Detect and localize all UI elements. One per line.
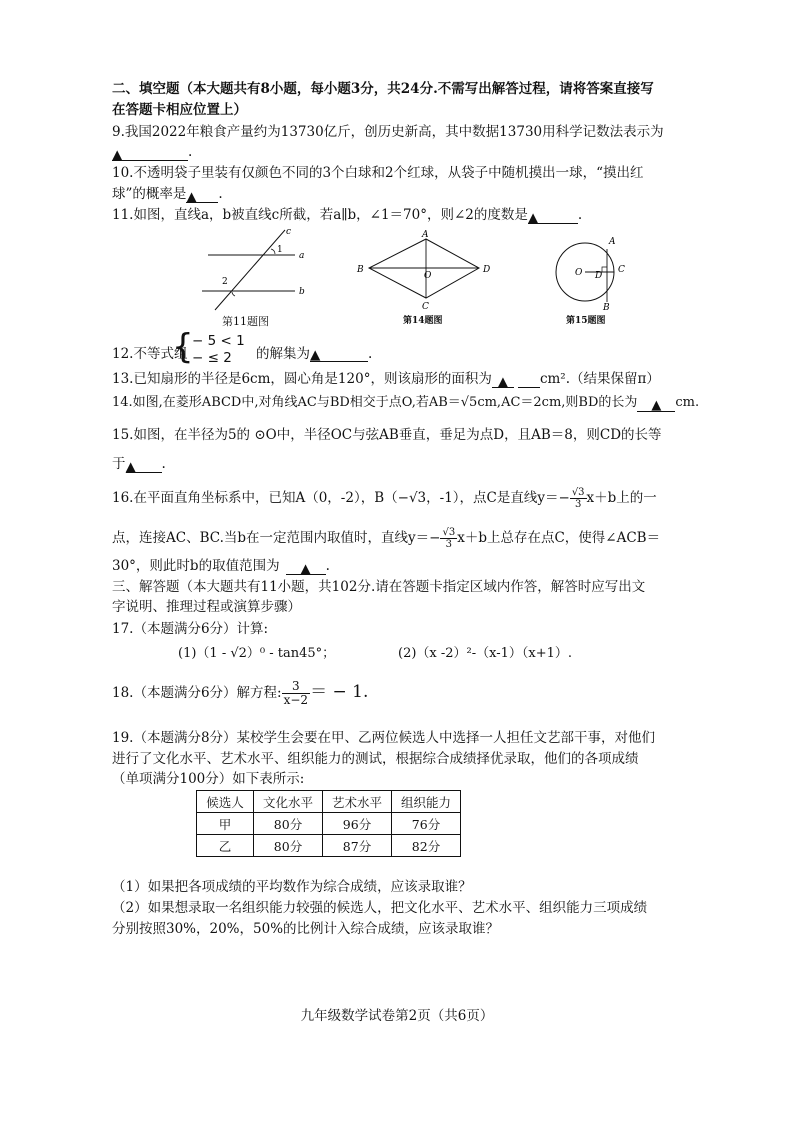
q12-row2: − ≤ 2	[192, 350, 232, 366]
q9-end: .	[188, 144, 193, 160]
frac-num: √3	[442, 527, 456, 538]
table-header: 艺术水平	[323, 791, 392, 813]
figure-11-caption: 第11题图	[222, 315, 269, 328]
section3-heading-cont: 字说明、推理过程或演算步骤）	[112, 599, 301, 615]
q16-line2	[112, 527, 660, 550]
q14-question: 14.如图,在菱形ABCD中,对角线AC与BD相交于点O,若AB＝√5cm,AC＝2cm,则BD的长为	[112, 395, 638, 410]
q12-tail	[256, 342, 372, 362]
q15-text-cont	[112, 455, 166, 473]
rhombus	[369, 239, 479, 298]
q18-title: 18.（本题满分6分）解方程:	[112, 685, 282, 701]
q19-text: 19.（本题满分8分）某校学生会要在甲、乙两位候选人中选择一人担任文艺部干事，对他们	[112, 730, 656, 746]
table-cell: 82分	[392, 835, 461, 857]
table-cell: 80分	[254, 835, 323, 857]
q16-l1b: x＋b上的一	[586, 490, 657, 506]
frac-num: √3	[571, 487, 585, 498]
right-angle-mark	[602, 267, 607, 272]
q19-text-cont2: （单项满分100分）如下表所示:	[112, 771, 305, 787]
q10-text: 10.不透明袋子里装有仅颜色不同的3个白球和2个红球，从袋子中随机摸出一球，“摸出红	[112, 165, 644, 181]
figure-14	[355, 228, 495, 314]
q9-text: 9.我国2022年粮食产量约为13730亿斤，创历史新高，其中数据13730用科学记数法表示为	[112, 124, 664, 140]
frac-den: 3	[445, 539, 453, 550]
table-cell: 76分	[392, 813, 461, 835]
table-cell: 96分	[323, 813, 392, 835]
q19-sub2-cont: 分别按照30%，20%，50%的比例计入综合成绩，应该录取谁？	[112, 921, 500, 937]
label-O: O	[424, 271, 432, 281]
q19-text-cont: 进行了文化水平、艺术水平、组织能力的测试，根据综合成绩择优录取，他们的各项成绩	[112, 751, 639, 767]
label-D: D	[483, 265, 491, 275]
q16-line1	[112, 487, 657, 510]
figure-15	[545, 226, 635, 316]
q13-tail: cm².（结果保留π）	[539, 371, 660, 387]
q17-title: 17.（本题满分6分）计算:	[112, 621, 269, 637]
answer-mark: ▲	[186, 189, 197, 205]
frac-num: 3	[282, 680, 310, 694]
table-cell: 乙	[197, 835, 254, 857]
page-footer: 九年级数学试卷第2页（共6页）	[300, 1008, 494, 1024]
table-header: 组织能力	[392, 791, 461, 813]
q11-end: .	[577, 207, 583, 223]
q10-end: .	[218, 186, 223, 202]
q19-sub2: （2）如果想录取一名组织能力较强的候选人，把文化水平、艺术水平、组织能力三项成绩	[112, 900, 648, 916]
q15-line2: 于	[112, 456, 126, 472]
answer-mark: ▲	[497, 374, 509, 390]
label-angle-2: 2	[222, 277, 228, 287]
label-angle-1: 1	[277, 245, 283, 255]
q17-part1: (1)（1 - √2）⁰ - tan45°；	[178, 646, 336, 661]
fraction	[282, 680, 310, 707]
answer-mark: ▲	[125, 459, 136, 475]
label-O: O	[575, 268, 583, 278]
answer-mark: ▲	[300, 561, 311, 577]
q13-text	[112, 370, 660, 388]
line-c	[215, 230, 285, 310]
q18-rhs: ＝ − 1.	[310, 682, 369, 702]
label-A: A	[422, 230, 429, 240]
fraction	[440, 527, 457, 550]
q12-suffix: 的解集为	[256, 346, 310, 362]
q10-text-cont	[112, 185, 223, 203]
frac-den: x−2	[283, 693, 309, 707]
q16-l2b: x＋b上总存在点C，使得∠ACB＝	[457, 530, 661, 546]
q14-tail: cm.	[675, 395, 700, 410]
q19-sub1: （1）如果把各项成绩的平均数作为综合成绩，应该录取谁？	[112, 879, 472, 895]
table-header-row	[197, 791, 461, 813]
q13-question: 13.已知扇形的半径是6cm，圆心角是120°，则该扇形的面积为	[112, 371, 492, 387]
q12-row1: − 5 < 1	[192, 333, 245, 349]
fraction	[570, 487, 587, 510]
table-header: 候选人	[197, 791, 254, 813]
angle-2-arc	[232, 292, 235, 296]
angle-1-arc	[271, 249, 275, 254]
table-row	[197, 813, 461, 835]
label-A: A	[609, 237, 616, 247]
label-B: B	[603, 303, 610, 313]
table-cell: 87分	[323, 835, 392, 857]
section2-heading-cont: 在答题卡相应位置上）	[112, 102, 247, 118]
label-B: B	[357, 265, 364, 275]
brace-icon: {	[172, 327, 194, 367]
table-header: 文化水平	[254, 791, 323, 813]
section2-heading: 二、填空题（本大题共有8小题，每小题3分，共24分.不需写出解答过程，请将答案直接写	[112, 81, 654, 97]
q10-line2: 球”的概率是	[112, 186, 187, 202]
label-c: c	[286, 227, 292, 237]
answer-mark: ▲	[112, 147, 123, 163]
q12-prefix: 12.不等式组	[112, 346, 188, 362]
table-cell: 80分	[254, 813, 323, 835]
q12-end: .	[368, 346, 373, 362]
label-b: b	[299, 287, 305, 297]
figure-11	[200, 226, 312, 314]
answer-mark: ▲	[527, 210, 539, 226]
q17-part2: (2)（x -2）²-（x-1）（x+1）.	[398, 646, 573, 661]
label-a: a	[299, 251, 305, 261]
q16-line3	[112, 557, 330, 575]
frac-den: 3	[574, 499, 582, 510]
q11-question: 11.如图，直线a，b被直线c所截，若a∥b，∠1＝70°，则∠2的度数是	[112, 207, 528, 223]
q16-l3: 30°，则此时b的取值范围为	[112, 558, 280, 574]
q15-end: .	[161, 456, 166, 472]
figure-15-caption: 第15题图	[566, 316, 606, 326]
q15-text: 15.如图，在半径为5的 ⊙O中，半径OC与弦AB垂直，垂足为点D，且AB＝8，则CD的长等	[112, 427, 662, 443]
q14-text	[112, 394, 699, 412]
answer-mark: ▲	[310, 347, 321, 363]
q16-end: .	[325, 558, 330, 574]
q11-text	[112, 206, 582, 224]
table-row	[197, 835, 461, 857]
label-C: C	[618, 265, 625, 275]
score-table	[196, 790, 461, 857]
figure-14-caption: 第14题图	[403, 316, 443, 326]
q9-answer	[112, 143, 192, 161]
label-C: C	[422, 302, 429, 312]
section3-heading: 三、解答题（本大题共有11小题，共102分.请在答题卡指定区域内作答，解答时应写出文	[112, 579, 646, 595]
label-D: D	[595, 271, 603, 281]
q18-text	[112, 680, 368, 707]
q16-l1a: 16.在平面直角坐标系中，已知A（0，-2），B（−√3，-1），点C是直线y＝−	[112, 490, 570, 506]
q16-l2a: 点，连接AC、BC.当b在一定范围内取值时，直线y＝−	[112, 530, 441, 546]
table-cell: 甲	[197, 813, 254, 835]
answer-mark: ▲	[651, 398, 662, 413]
